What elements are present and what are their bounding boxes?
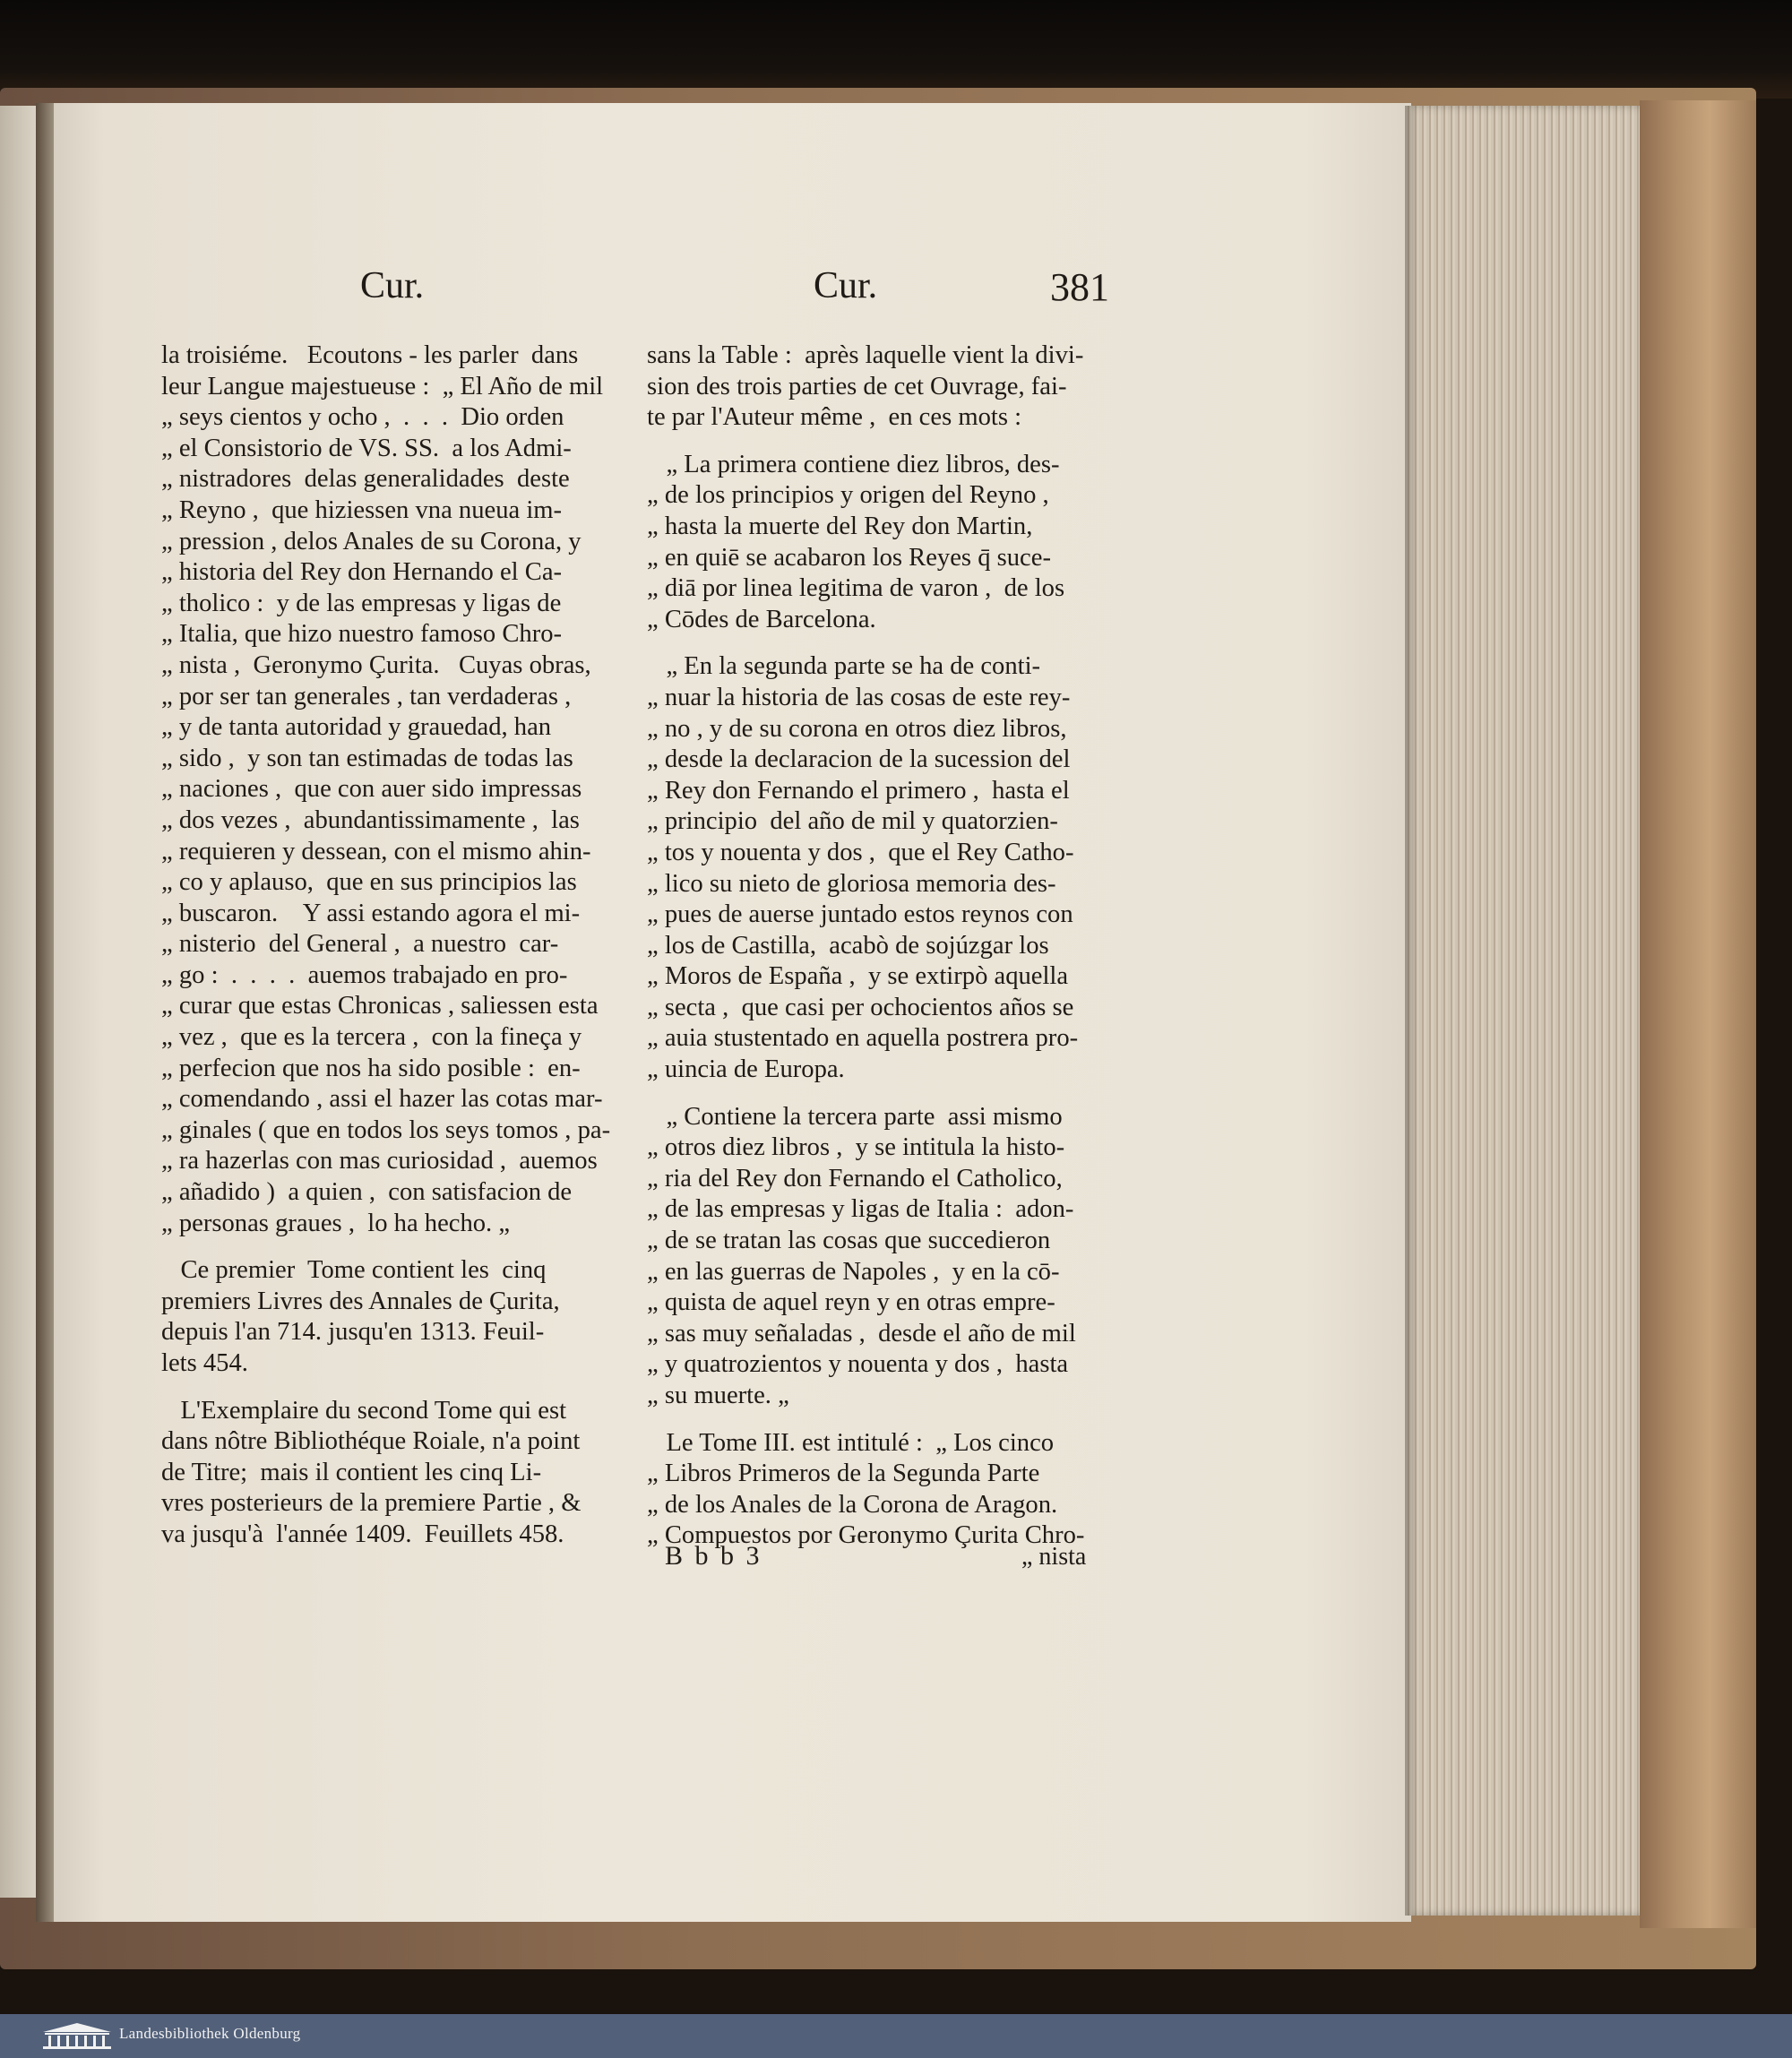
text-line: sion des trois parties de cet Ouvrage, fai-	[647, 372, 1067, 400]
text-line: „ nisterio del General , a nuestro car-	[161, 930, 559, 959]
text-line: „ buscaron. Y assi estando agora el mi-	[161, 899, 581, 927]
text-line: „ comendando , assi el hazer las cotas mar-	[161, 1085, 603, 1114]
text-line: „ principio del año de mil y quatorzien-	[647, 807, 1058, 836]
text-line: „ no , y de su corona en otros diez libros,	[647, 714, 1067, 743]
text-line: „ seys cientos y ocho , . . . Dio orden	[161, 403, 564, 432]
institution-name: Landesbibliothek Oldenburg	[119, 2025, 301, 2042]
text-line: „ su muerte. „	[647, 1382, 789, 1409]
text-line: „ Cōdes de Barcelona.	[647, 605, 876, 633]
text-line: „ de los principios y origen del Reyno ,	[647, 481, 1049, 510]
text-line: „ Italia, que hizo nuestro famoso Chro-	[161, 620, 563, 649]
text-line: „ y de tanta autoridad y grauedad, han	[161, 713, 552, 742]
text-line: „ de los Anales de la Corona de Aragon.	[647, 1490, 1058, 1519]
text-line: „ en las guerras de Napoles , y en la cō-	[647, 1257, 1060, 1286]
text-line: „ de se tratan las cosas que succedieron	[647, 1227, 1051, 1255]
text-line: „ La primera contiene diez libros, des-	[647, 450, 1060, 478]
text-line: de Titre; mais il contient les cinq Li-	[161, 1458, 542, 1486]
text-line: „ nista , Geronymo Çurita. Cuyas obras,	[161, 650, 591, 679]
text-line: „ tholico : y de las empresas y ligas de	[161, 589, 562, 617]
text-line: „ pues de auerse juntado estos reynos con	[647, 900, 1073, 929]
text-line: „ y quatrozientos y nouenta y dos , hasta	[647, 1350, 1069, 1379]
text-line: va jusqu'à l'année 1409. Feuillets 458.	[161, 1520, 564, 1548]
text-line: „ lico su nieto de gloriosa memoria des-	[647, 869, 1056, 898]
text-line: „ auia stustentado en aquella postrera pro-	[647, 1024, 1079, 1053]
text-line: „ quista de aquel reyn y en otras empre-	[647, 1288, 1055, 1317]
text-line: „ hasta la muerte del Rey don Martin,	[647, 512, 1033, 540]
text-line: „ co y aplauso, que en sus principios las	[161, 868, 577, 897]
text-line: „ sido , y son tan estimadas de todas las	[161, 744, 573, 772]
text-line: „ pression , delos Anales de su Corona, y	[161, 527, 582, 555]
text-line: „ ginales ( que en todos los seys tomos , pa-	[161, 1115, 611, 1144]
text-line: „ otros diez libros , y se intitula la histo-	[647, 1133, 1065, 1162]
text-line: „ Rey don Fernando el primero , hasta el	[647, 776, 1070, 805]
text-line: lets 454.	[161, 1349, 248, 1377]
text-line: „ en quiē se acabaron los Reyes q̄ suce-	[647, 543, 1051, 572]
text-line: „ por ser tan generales , tan verdaderas ,	[161, 682, 572, 710]
text-line: „ sas muy señaladas , desde el año de mil	[647, 1319, 1076, 1348]
left-page-edge	[0, 106, 39, 1898]
text-line: Ce premier Tome contient les cinq	[161, 1256, 547, 1285]
text-line: „ Libros Primeros de la Segunda Parte	[647, 1460, 1040, 1488]
text-line: „ nistradores delas generalidades deste	[161, 465, 570, 494]
text-line: dans nôtre Bibliothéque Roiale, n'a point	[161, 1427, 581, 1456]
text-line: „ diā por linea legitima de varon , de los	[647, 574, 1065, 603]
text-line: „ Compuestos por Geronymo Çurita Chro-	[647, 1521, 1085, 1550]
text-line: „ naciones , que con auer sido impressas	[161, 775, 582, 804]
paragraph-gap	[647, 434, 1095, 450]
running-head-left: Cur.	[360, 265, 425, 306]
catchword: „ nista	[1021, 1543, 1087, 1571]
text-line: „ Moros de España , y se extirpò aquella	[647, 962, 1069, 991]
book-board	[1640, 100, 1756, 1928]
paragraph-gap	[161, 1380, 609, 1396]
text-line: „ En la segunda parte se ha de conti-	[647, 652, 1041, 681]
text-line: premiers Livres des Annales de Çurita,	[161, 1287, 560, 1315]
text-line: „ dos vezes , abundantissimamente , las	[161, 805, 580, 834]
text-line: „ historia del Rey don Hernando el Ca-	[161, 558, 563, 587]
text-line: „ go : . . . . auemos trabajado en pro-	[161, 960, 568, 989]
text-line: „ perfecion que nos ha sido posible : en-	[161, 1054, 581, 1082]
text-line: „ nuar la historia de las cosas de este rey-	[647, 683, 1071, 711]
text-line: „ el Consistorio de VS. SS. a los Admi-	[161, 434, 572, 462]
page-edges	[1405, 106, 1642, 1916]
text-line: „ Reyno , que hiziessen vna nueua im-	[161, 495, 563, 524]
left-text-column	[161, 340, 609, 1551]
text-line: „ requieren y dessean, con el mismo ahin-	[161, 837, 591, 865]
library-building-icon	[41, 2021, 113, 2050]
right-text-column	[647, 340, 1095, 1552]
page-gutter	[36, 103, 54, 1922]
text-line: vres posterieurs de la premiere Partie , &	[161, 1489, 582, 1518]
paragraph-gap	[647, 635, 1095, 651]
text-line: „ curar que estas Chronicas , saliessen esta	[161, 992, 599, 1020]
paragraph-gap	[161, 1239, 609, 1255]
text-line: depuis l'an 714. jusqu'en 1313. Feuil-	[161, 1318, 545, 1347]
paragraph-gap	[647, 1086, 1095, 1102]
running-head-right: Cur.	[814, 265, 878, 306]
footer-bar	[0, 2014, 1792, 2058]
text-line: „ ra hazerlas con mas curiosidad , auemos	[161, 1147, 598, 1175]
text-line: te par l'Auteur même , en ces mots :	[647, 403, 1022, 432]
text-line: leur Langue majestueuse : „ El Año de mil	[161, 372, 604, 400]
text-line: „ los de Castilla, acabò de sojúzgar los	[647, 931, 1049, 960]
text-line: „ secta , que casi per ochocientos años se	[647, 993, 1074, 1021]
page-number: 381	[1050, 265, 1109, 309]
text-line: „ ria del Rey don Fernando el Catholico,	[647, 1164, 1063, 1193]
text-line: L'Exemplaire du second Tome qui est	[161, 1396, 567, 1425]
text-line: „ tos y nouenta y dos , que el Rey Catho-	[647, 838, 1074, 866]
text-line: „ desde la declaracion de la sucession del	[647, 745, 1071, 774]
text-line: sans la Table : après laquelle vient la divi-	[647, 341, 1084, 369]
text-line: „ uincia de Europa.	[647, 1055, 845, 1084]
text-line: „ vez , que es la tercera , con la fineça y	[161, 1023, 582, 1052]
text-line: „ Contiene la tercera parte assi mismo	[647, 1102, 1063, 1131]
background-top	[0, 0, 1792, 99]
text-line: „ personas graues , lo ha hecho. „	[161, 1209, 511, 1237]
text-line: „ de las empresas y ligas de Italia : adon-	[647, 1195, 1074, 1224]
text-line: la troisiéme. Ecoutons - les parler dans	[161, 341, 579, 369]
signature-mark: B b b 3	[665, 1541, 762, 1571]
paragraph-gap	[647, 1412, 1095, 1428]
text-line: Le Tome III. est intitulé : „ Los cinco	[647, 1428, 1055, 1457]
text-line: „ añadido ) a quien , con satisfacion de	[161, 1178, 573, 1207]
